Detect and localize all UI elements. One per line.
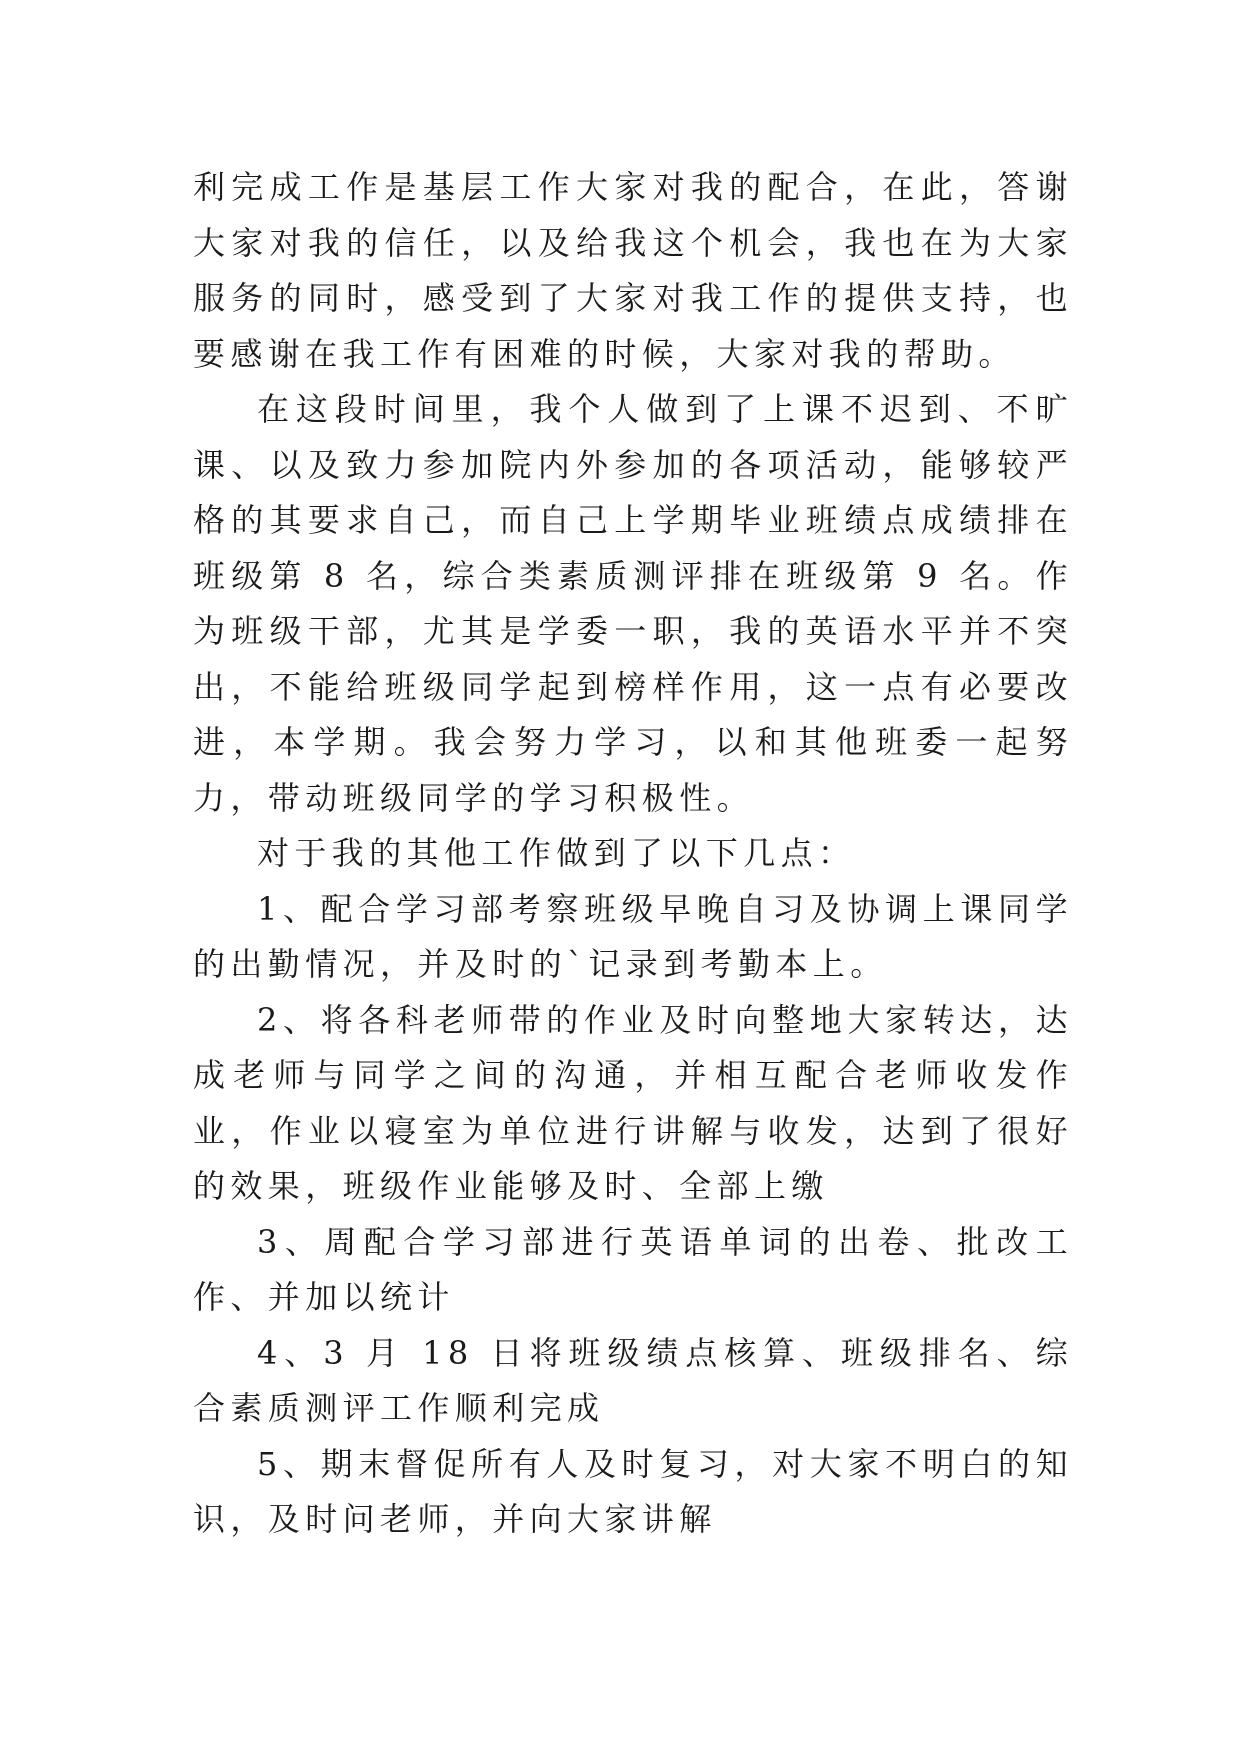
list-item: 4、3 月 18 日将班级绩点核算、班级排名、综合素质测评工作顺利完成 bbox=[193, 1333, 1073, 1427]
list-item: 5、期末督促所有人及时复习，对大家不明白的知识，及时问老师，并向大家讲解 bbox=[193, 1444, 1073, 1538]
list-item: 3、周配合学习部进行英语单词的出卷、批改工作、并加以统计 bbox=[193, 1222, 1073, 1316]
paragraph: 对于我的其他工作做到了以下几点： bbox=[257, 834, 856, 872]
paragraph: 在这段时间里，我个人做到了上课不迟到、不旷课、以及致力参加院内外参加的各项活动，能够较严格的其要求自己，而自己上学期毕业班绩点成绩排在班级第 8 名，综合类素质测评排在班级第 9 名。作为班级干部，尤其是学委一职，我的英语水平并不突出，不能给班级同学起到榜样作用，这一点有必要改进，本学期。我会努力学习，以和其他班委一起努力，带动班级同学的学习积极性。 bbox=[193, 390, 1073, 817]
list-item: 2、将各科老师带的作业及时向整地大家转达，达成老师与同学之间的沟通，并相互配合老师收发作业，作业以寝室为单位进行讲解与收发，达到了很好的效果，班级作业能够及时、全部上缴 bbox=[193, 1000, 1073, 1205]
paragraph: 利完成工作是基层工作大家对我的配合，在此，答谢大家对我的信任，以及给我这个机会，我也在为大家服务的同时，感受到了大家对我工作的提供支持，也要感谢在我工作有困难的时候，大家对我的帮助。 bbox=[193, 168, 1073, 373]
list-item: 1、配合学习部考察班级早晚自习及协调上课同学的出勤情况，并及时的`记录到考勤本上。 bbox=[193, 889, 1073, 983]
document-body bbox=[193, 160, 1073, 1548]
